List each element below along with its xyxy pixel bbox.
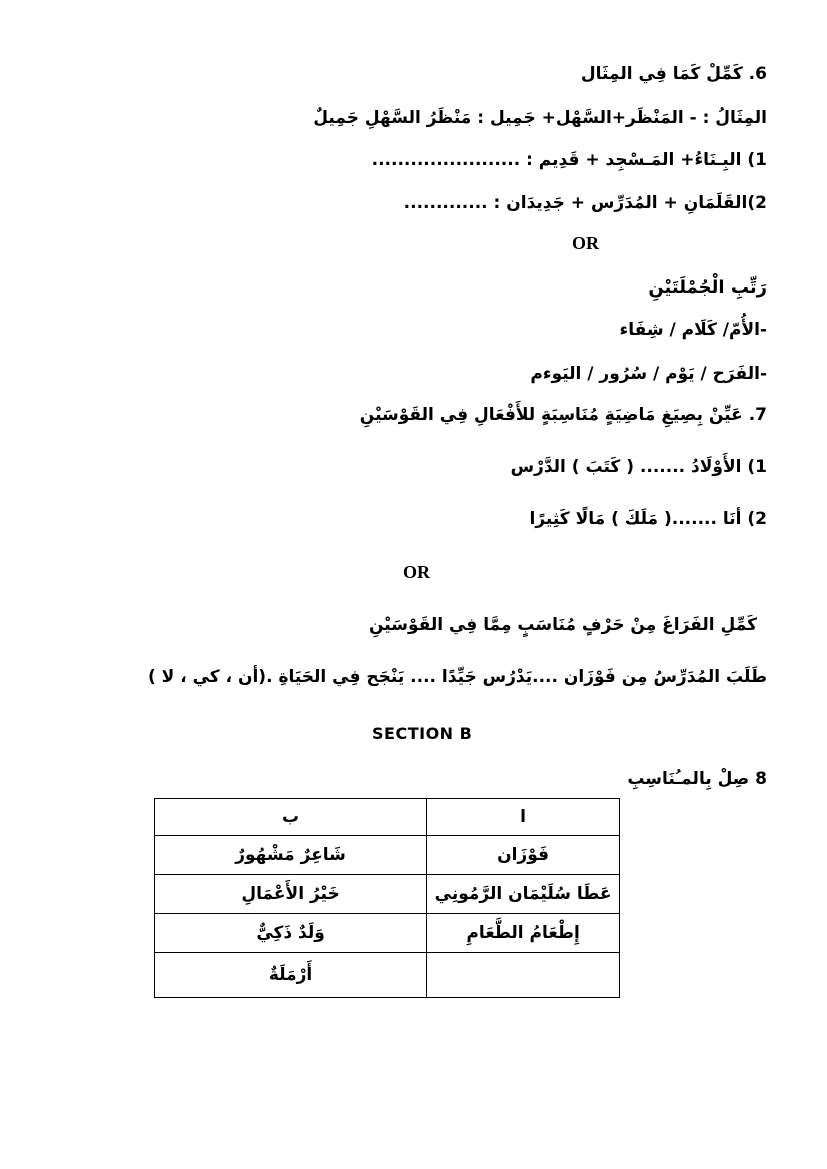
- column-a-cell: [427, 953, 620, 998]
- q6-item-1: 1) البِـنَاءُ+ المَـسْجِد + قَدِيم : .......................: [371, 150, 767, 170]
- column-a-cell: عَطَا سُلَيْمَان الرَّمُونِي: [427, 875, 620, 914]
- fill-title: كَمِّلِ الفَرَاغَ مِنْ حَرْفٍ مُنَاسَبٍ مِمَّا فِي القَوْسَيْنِ: [368, 615, 757, 635]
- column-b-cell: وَلَدٌ ذَكِيٌّ: [155, 914, 427, 953]
- q8-title: 8 صِلْ بِالمـُنَاسِبِ: [627, 769, 767, 789]
- q7-item-1: 1) الأَوْلَادُ ....... ( كَتَبَ ) الدَّرْس: [510, 457, 767, 477]
- column-a-cell: فَوْزَان: [427, 836, 620, 875]
- table-row: [155, 953, 620, 998]
- q6-title: 6. كَمِّلْ كَمَا فِي المِثَال: [580, 64, 767, 84]
- fill-sentence: طَلَبَ المُدَرِّسُ مِن فَوْزَان ....يَدْرُس جَيِّدًا .... يَنْجَح فِي الحَيَاةِ .(أن ، كي ، لا ): [147, 667, 767, 687]
- column-b-cell: شَاعِرٌ مَشْهُورٌ: [155, 836, 427, 875]
- column-a-cell: إِطْعَامُ الطَّعَامِ: [427, 914, 620, 953]
- table-row: [155, 914, 620, 953]
- section-b-heading: SECTION B: [372, 724, 473, 743]
- table-header-row: [155, 799, 620, 836]
- reorder-line-2: -الفَرَح / يَوْم / سُرُور / اليَوءم: [530, 364, 767, 384]
- column-b-cell: أَرْمَلَةٌ: [155, 953, 427, 998]
- or-divider-2: OR: [403, 562, 430, 582]
- table-row: [155, 836, 620, 875]
- q7-item-2: 2) أنَا .......( مَلَكَ ) مَالًا كَثِيرًا: [529, 509, 767, 529]
- q6-item-2: 2)القَلَمَانِ + المُدَرِّس + جَدِيدَان : .............: [403, 193, 767, 213]
- reorder-title: رَتِّبِ الْجُمْلَتَيْنِ: [648, 277, 767, 298]
- or-divider-1: OR: [572, 233, 599, 253]
- table-row: [155, 875, 620, 914]
- q6-example: المِثَالُ : - المَنْظَر+السَّهْل+ جَمِيل : مَنْظَرُ السَّهْلِ جَمِيلٌ: [313, 108, 767, 128]
- reorder-line-1: -الأُمّ/ كَلَام / شِفَاء: [619, 320, 767, 340]
- column-b-cell: خَيْرُ الأَعْمَالِ: [155, 875, 427, 914]
- q7-title: 7. عَيِّنْ بِصِيَغِ مَاضِيَةٍ مُنَاسِبَةٍ للأَفْعَالِ فِي القَوْسَيْنِ: [359, 405, 767, 425]
- column-a-header: ا: [427, 799, 620, 836]
- matching-table: [154, 798, 620, 998]
- column-b-header: ب: [155, 799, 427, 836]
